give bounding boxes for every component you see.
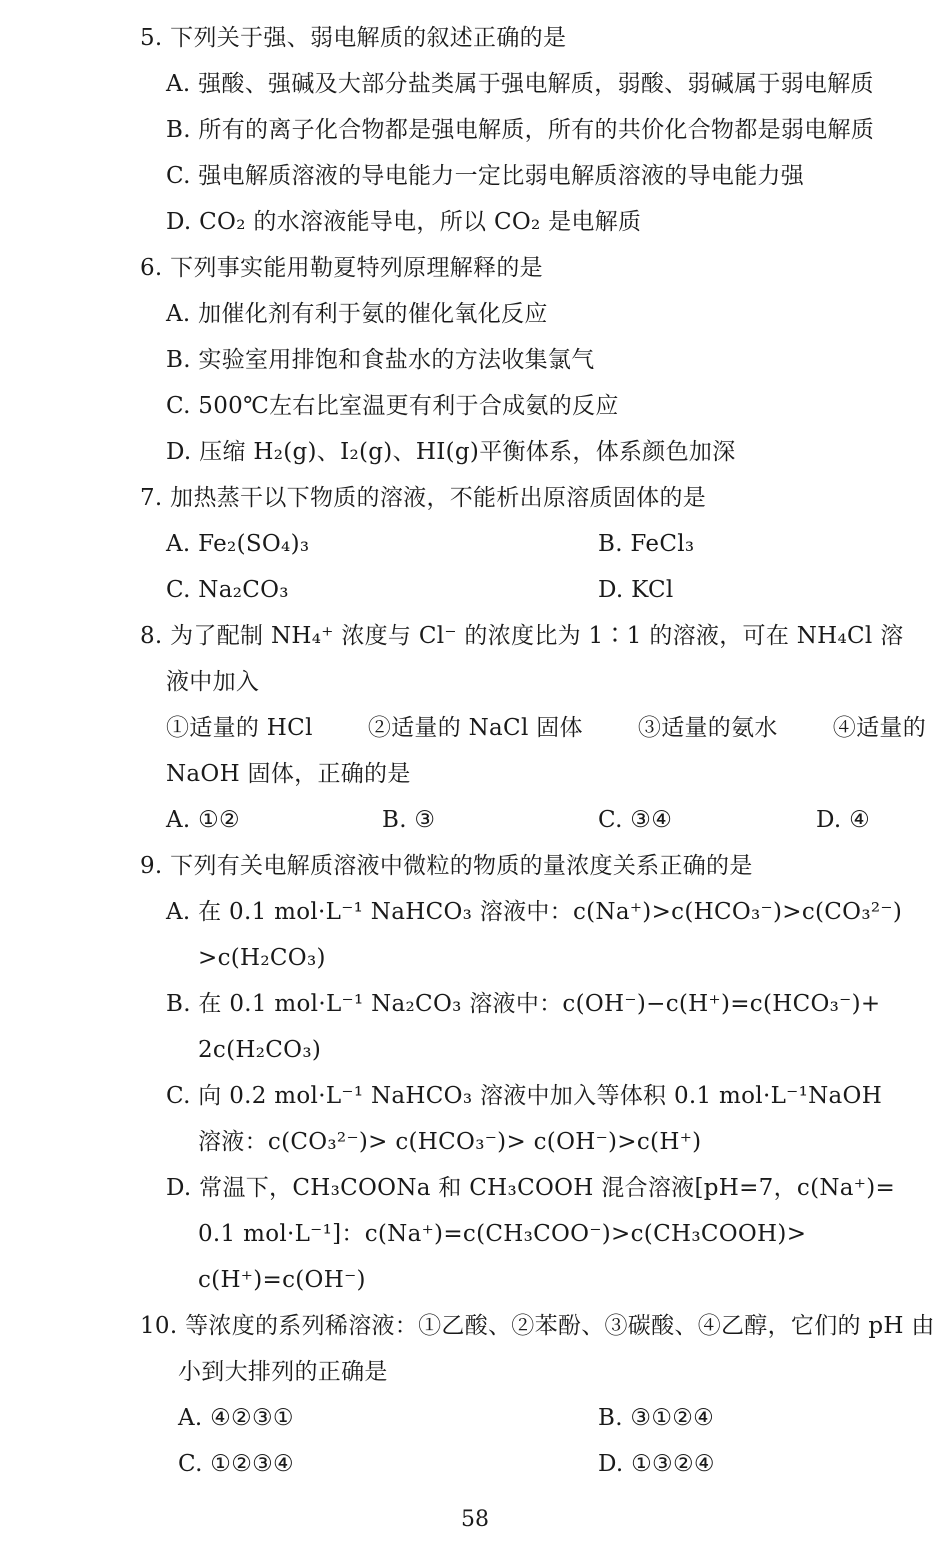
question-7-option-a: A. Fe₂(SO₄)₃ <box>166 531 310 557</box>
question-9-stem: 9. 下列有关电解质溶液中微粒的物质的量浓度关系正确的是 <box>140 853 753 879</box>
question-5-option-c: C. 强电解质溶液的导电能力一定比弱电解质溶液的导电能力强 <box>166 163 805 189</box>
question-8-choices-row <box>166 705 926 751</box>
question-8-choice-4: ④适量的 <box>832 715 926 741</box>
question-9-option-a-line-1: A. 在 0.1 mol·L⁻¹ NaHCO₃ 溶液中：c(Na⁺)>c(HCO₃⁻)>c(CO₃²⁻) <box>166 899 903 925</box>
question-9-option-b-line-1: B. 在 0.1 mol·L⁻¹ Na₂CO₃ 溶液中：c(OH⁻)−c(H⁺)=c(HCO₃⁻)+ <box>166 991 881 1017</box>
question-9-option-b-line-2: 2c(H₂CO₃) <box>198 1037 322 1063</box>
question-7-option-d: D. KCl <box>598 577 674 603</box>
question-10-option-a: A. ④②③① <box>178 1405 294 1431</box>
question-8-option-d: D. ④ <box>816 807 871 833</box>
question-10-option-b: B. ③①②④ <box>598 1405 715 1431</box>
question-9-option-d-line-3: c(H⁺)=c(OH⁻) <box>198 1267 366 1293</box>
question-8-stem-line-2: 液中加入 <box>166 669 260 695</box>
question-8-choice-4-continued: NaOH 固体，正确的是 <box>166 761 411 787</box>
question-8-choice-3: ③适量的氨水 <box>637 715 778 741</box>
question-8-stem-line-1: 8. 为了配制 NH₄⁺ 浓度与 Cl⁻ 的浓度比为 1∶1 的溶液，可在 NH₄Cl 溶 <box>140 623 904 649</box>
question-5-option-a: A. 强酸、强碱及大部分盐类属于强电解质，弱酸、弱碱属于弱电解质 <box>166 71 874 97</box>
question-10-stem-line-2: 小到大排列的正确是 <box>178 1359 388 1385</box>
question-8-option-b: B. ③ <box>382 807 436 833</box>
page-number: 58 <box>461 1507 489 1532</box>
question-5-option-b: B. 所有的离子化合物都是强电解质，所有的共价化合物都是弱电解质 <box>166 117 875 143</box>
question-8-choice-1: ①适量的 HCl <box>166 715 313 741</box>
question-9-option-d-line-2: 0.1 mol·L⁻¹]：c(Na⁺)=c(CH₃COO⁻)>c(CH₃COOH)> <box>198 1221 807 1247</box>
question-6-option-b: B. 实验室用排饱和食盐水的方法收集氯气 <box>166 347 595 373</box>
question-7-option-c: C. Na₂CO₃ <box>166 577 289 603</box>
question-6-option-a: A. 加催化剂有利于氨的催化氧化反应 <box>166 301 548 327</box>
question-9-option-d-line-1: D. 常温下，CH₃COONa 和 CH₃COOH 混合溶液[pH=7，c(Na⁺)= <box>166 1175 896 1201</box>
question-6-stem: 6. 下列事实能用勒夏特列原理解释的是 <box>140 255 543 281</box>
question-9-option-c-line-2: 溶液：c(CO₃²⁻)> c(HCO₃⁻)> c(OH⁻)>c(H⁺) <box>198 1129 702 1155</box>
question-7-option-b: B. FeCl₃ <box>598 531 695 557</box>
question-9-option-c-line-1: C. 向 0.2 mol·L⁻¹ NaHCO₃ 溶液中加入等体积 0.1 mol·L⁻¹NaOH <box>166 1083 883 1109</box>
question-6-option-d: D. 压缩 H₂(g)、I₂(g)、HI(g)平衡体系，体系颜色加深 <box>166 439 736 465</box>
question-7-stem: 7. 加热蒸干以下物质的溶液，不能析出原溶质固体的是 <box>140 485 707 511</box>
question-10-option-c: C. ①②③④ <box>178 1451 294 1477</box>
question-6-option-c: C. 500℃左右比室温更有利于合成氨的反应 <box>166 393 619 419</box>
question-9-option-a-line-2: >c(H₂CO₃) <box>198 945 326 971</box>
question-5-stem: 5. 下列关于强、弱电解质的叙述正确的是 <box>140 25 567 51</box>
question-5-option-d: D. CO₂ 的水溶液能导电，所以 CO₂ 是电解质 <box>166 209 642 235</box>
question-8-option-c: C. ③④ <box>598 807 673 833</box>
question-8-choice-2: ②适量的 NaCl 固体 <box>367 715 583 741</box>
question-10-option-d: D. ①③②④ <box>598 1451 715 1477</box>
question-10-stem-line-1: 10. 等浓度的系列稀溶液：①乙酸、②苯酚、③碳酸、④乙醇，它们的 pH 由 <box>140 1313 935 1339</box>
question-8-option-a: A. ①② <box>166 807 240 833</box>
